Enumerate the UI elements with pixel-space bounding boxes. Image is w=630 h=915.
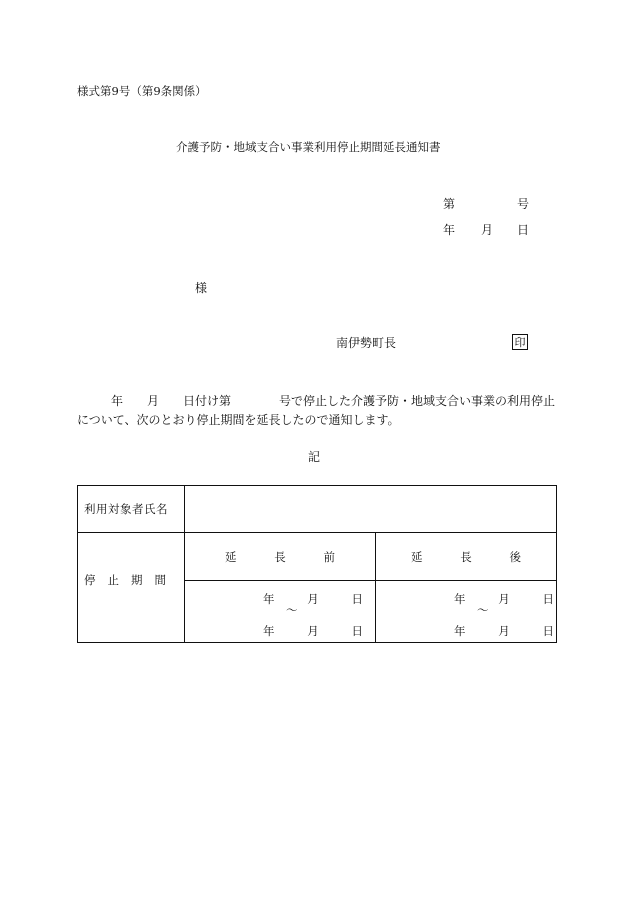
month-unit: 月 — [307, 592, 319, 606]
range-tilde: 〜 — [477, 603, 489, 617]
before-extension-dates — [185, 581, 376, 643]
extension-table — [77, 485, 557, 643]
notice-body-line-2: について、次のとおり停止期間を延長したので通知します。 — [77, 413, 400, 427]
period-label-char: 期 — [131, 572, 143, 587]
before-extension-header — [185, 533, 376, 581]
year-unit: 年 — [263, 624, 275, 638]
after-extension-dates — [376, 581, 557, 643]
form-number: 様式第9号（第9条関係） — [77, 84, 207, 98]
addressee-honorific: 様 — [195, 281, 208, 295]
year-unit: 年 — [263, 592, 275, 606]
date-day-label: 日 — [517, 223, 530, 237]
date-year-label: 年 — [443, 223, 456, 237]
user-name-value — [185, 486, 557, 533]
doc-number-prefix: 第 — [443, 197, 456, 211]
month-unit: 月 — [498, 592, 510, 606]
period-label-char: 止 — [107, 572, 119, 587]
year-unit: 年 — [454, 624, 466, 638]
ki-heading: 記 — [308, 450, 321, 464]
day-unit: 日 — [351, 624, 363, 638]
period-label-char: 停 — [84, 572, 96, 587]
after-end-date — [454, 623, 554, 639]
notice-body — [77, 392, 557, 430]
before-header-char: 延 — [225, 549, 237, 564]
doc-number-suffix: 号 — [517, 197, 530, 211]
range-tilde: 〜 — [286, 603, 298, 617]
user-name-label: 利用対象者氏名 — [78, 486, 185, 533]
after-header-char: 長 — [460, 549, 472, 564]
after-header-char: 後 — [509, 549, 521, 564]
day-unit: 日 — [351, 592, 363, 606]
before-start-date — [263, 591, 363, 607]
period-label-char: 間 — [154, 572, 166, 587]
document-title: 介護予防・地域支合い事業利用停止期間延長通知書 — [176, 140, 441, 154]
month-unit: 月 — [307, 624, 319, 638]
before-header-char: 前 — [323, 549, 335, 564]
after-start-date — [454, 591, 554, 607]
day-unit: 日 — [542, 592, 554, 606]
date-month-label: 月 — [481, 223, 494, 237]
before-end-date — [263, 623, 363, 639]
month-unit: 月 — [498, 624, 510, 638]
period-label — [78, 533, 185, 643]
day-unit: 日 — [542, 624, 554, 638]
seal-mark: 印 — [512, 334, 528, 350]
notice-body-line-1: 年 月 日付け第 号で停止した介護予防・地域支合い事業の利用停止 — [111, 394, 556, 408]
issuer-title: 南伊勢町長 — [336, 336, 397, 350]
year-unit: 年 — [454, 592, 466, 606]
after-header-char: 延 — [411, 549, 423, 564]
after-extension-header — [376, 533, 557, 581]
before-header-char: 長 — [274, 549, 286, 564]
